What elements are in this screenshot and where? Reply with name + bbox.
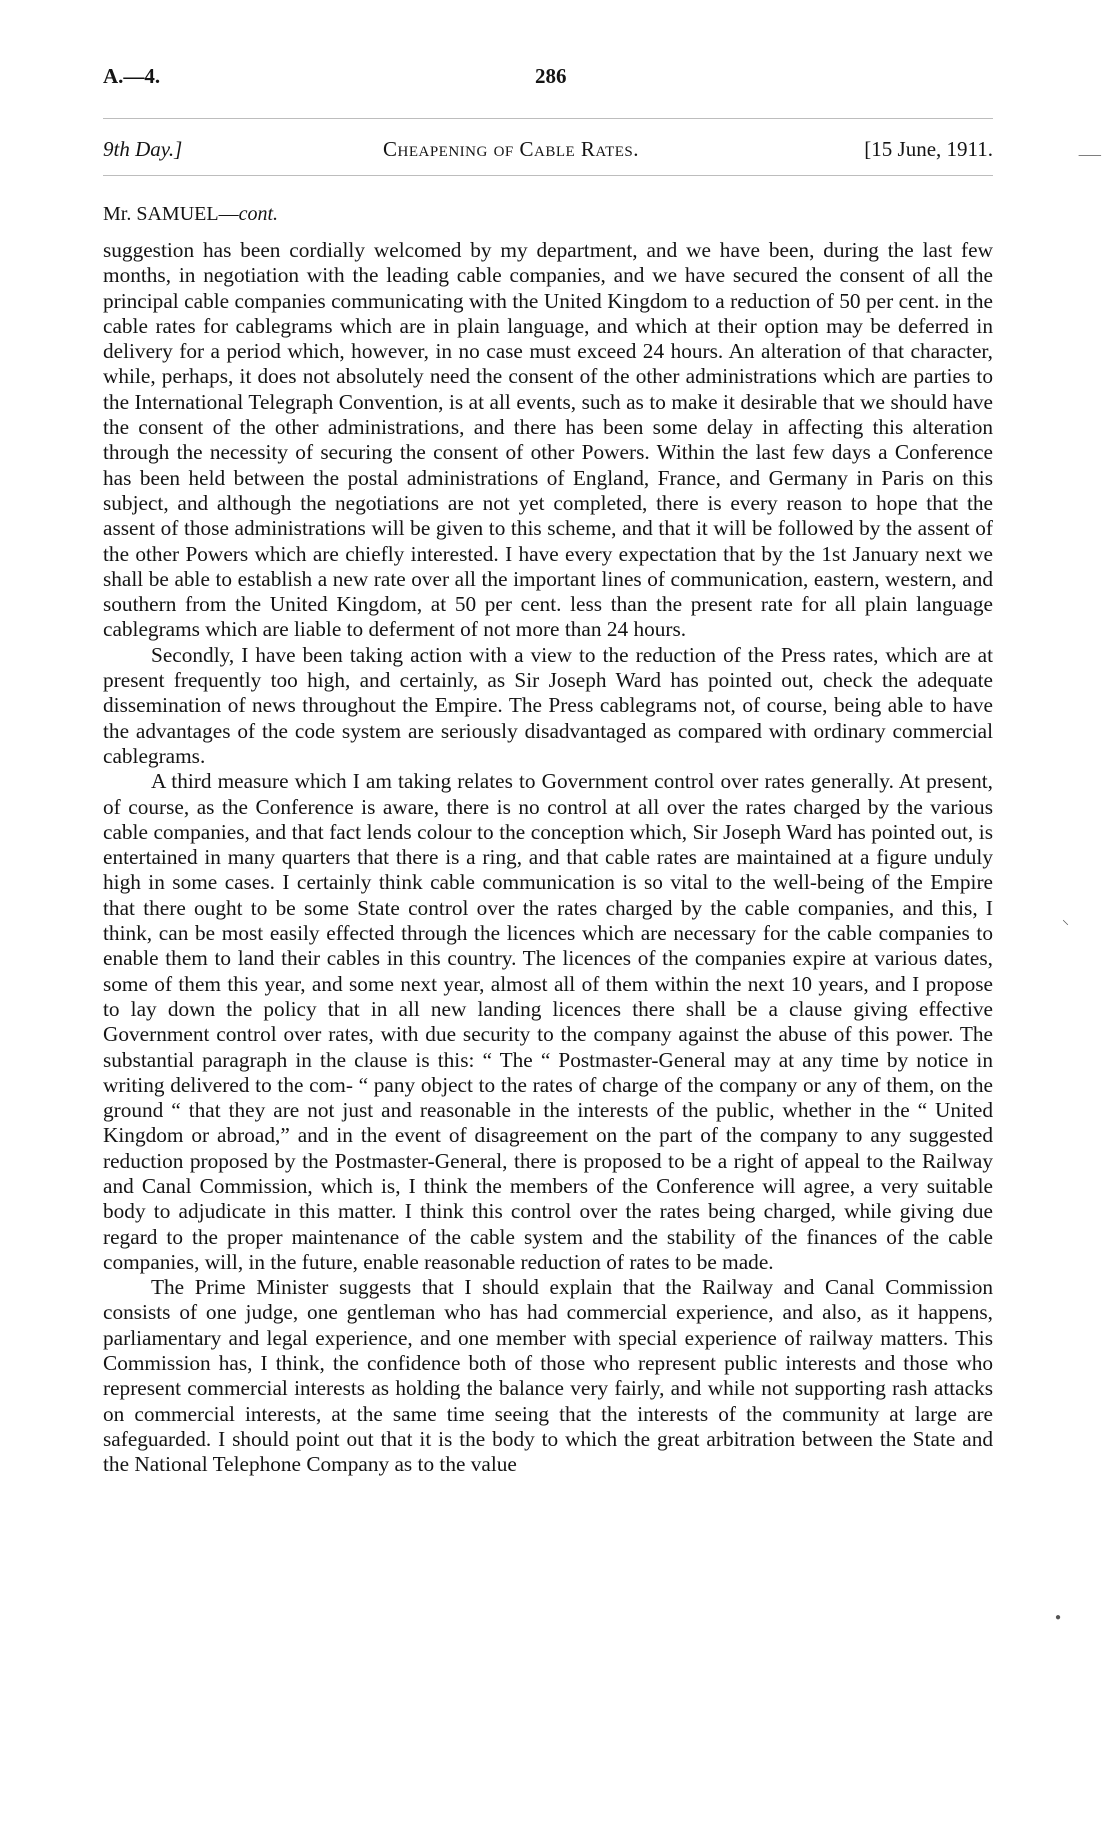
running-head-title: Cheapening of Cable Rates.: [383, 137, 640, 161]
paragraph-4: The Prime Minister suggests that I should explain that the Railway and Canal Commission consists of one judge, one gentleman who has had commercial experience, and also, as it happens, parliamentary and legal experience, and one member with special experience of railway matters. This Commission has, I think, the confidence both of those who represent public interests and those who represent commercial interests as holding the balance very fairly, and while not supporting rash attacks on commercial interests, at the same time seeing that the interests of the community at large are safeguarded. I should point out that it is the body to which the great arbitration between the State and the National Telephone Company as to the value: [103, 1275, 993, 1477]
margin-mark-icon: ⸜: [1062, 913, 1069, 928]
paragraph-2: Secondly, I have been taking action with a view to the reduction of the Press rates, which are at present frequently too high, and certainly, as Sir Joseph Ward has pointed out, check the adequate dissemination of news throughout the Empire. The Press cablegrams not, of course, being able to have the advantages of the code system are seriously disadvantaged as compared with ordinary commercial cablegrams.: [103, 642, 993, 768]
body-text: [103, 238, 993, 1478]
page-number: 286: [535, 64, 567, 88]
running-head-date: [15 June, 1911.: [864, 137, 993, 161]
margin-dot-icon: ●: [1055, 1612, 1062, 1623]
speaker-cont: cont.: [238, 203, 279, 225]
running-head-day: [103, 137, 182, 162]
running-head: [103, 137, 993, 167]
page-top-row: [103, 64, 993, 94]
speaker-line: [103, 203, 278, 226]
paragraph-1: suggestion has been cordially welcomed by my department, and we have been, during the last few months, in negotiation with the leading cable companies, and we have secured the consent of all the principal cable companies communicating with the United Kingdom to a reduction of 50 per cent. in the cable rates for cablegrams which are in plain language, and which at their option may be deferred in delivery for a period which, however, in no case must exceed 24 hours. An alteration of that character, while, perhaps, it does not absolutely need the consent of the other administrations which are parties to the International Telegraph Convention, is at all events, such as to make it desirable that we should have the consent of the other administrations, and there has been some delay in affecting this alteration through the necessity of securing the consent of other Powers. Within the last few days a Conference has been held between the postal administrations of England, France, and Germany in Paris on this subject, and although the negotiations are not yet completed, there is every reason to hope that the assent of those administrations will be given to this scheme, and that it will be followed by the assent of the other Powers which are chiefly interested. I have every expectation that by the 1st January next we shall be able to establish a new rate over all the important lines of communication, eastern, western, and southern from the United Kingdom, at 50 per cent. less than the present rate for all plain language cablegrams which are liable to deferment of not more than 24 hours.: [103, 238, 993, 642]
day-text: 9th Day.]: [103, 137, 183, 161]
margin-mark-icon: ⸺: [1078, 148, 1102, 163]
paragraph-3: A third measure which I am taking relates to Government control over rates generally. At present, of course, as the Conference is aware, there is no control at all over the rates charged by the various cable companies, and that fact lends colour to the conception which, Sir Joseph Ward has pointed out, is entertained in many quarters that there is a ring, and that cable rates are maintained at a figure unduly high in some cases. I certainly think cable communication is so vital to the well-being of the Empire that there ought to be some State control over the rates charged by the cable companies, and this, I think, can be most easily effected through the licences which are necessary for the cable companies to enable them to land their cables in this country. The licences of the companies expire at various dates, some of them this year, and some next year, almost all of them within the next 10 years, and I propose to lay down the policy that in all new landing licences there shall be a clause giving effective Government control over rates, with due security to the company against the abuse of this power. The substantial paragraph in the clause is this: “ The “ Postmaster-General may at any time by notice in writing delivered to the com- “ pany object to the rates of charge of the company or any of them, on the ground “ that they are not just and reasonable in the interests of the public, whether in the “ United Kingdom or abroad,” and in the event of disagreement on the part of the company to any suggested reduction proposed by the Postmaster-General, there is proposed to be a right of appeal to the Railway and Canal Commission, which is, I think the members of the Conference will agree, a very suitable body to adjudicate in this matter. I think this control over the rates being charged, while giving due regard to the proper maintenance of the cable system and the stability of the finances of the cable companies, will, in the future, enable reasonable reduction of rates to be made.: [103, 769, 993, 1274]
header-rule-top: [103, 118, 993, 119]
sheet-id: A.—4.: [103, 64, 161, 88]
speaker-name: Mr. SAMUEL—: [103, 203, 239, 225]
header-rule-bottom: [103, 175, 993, 176]
